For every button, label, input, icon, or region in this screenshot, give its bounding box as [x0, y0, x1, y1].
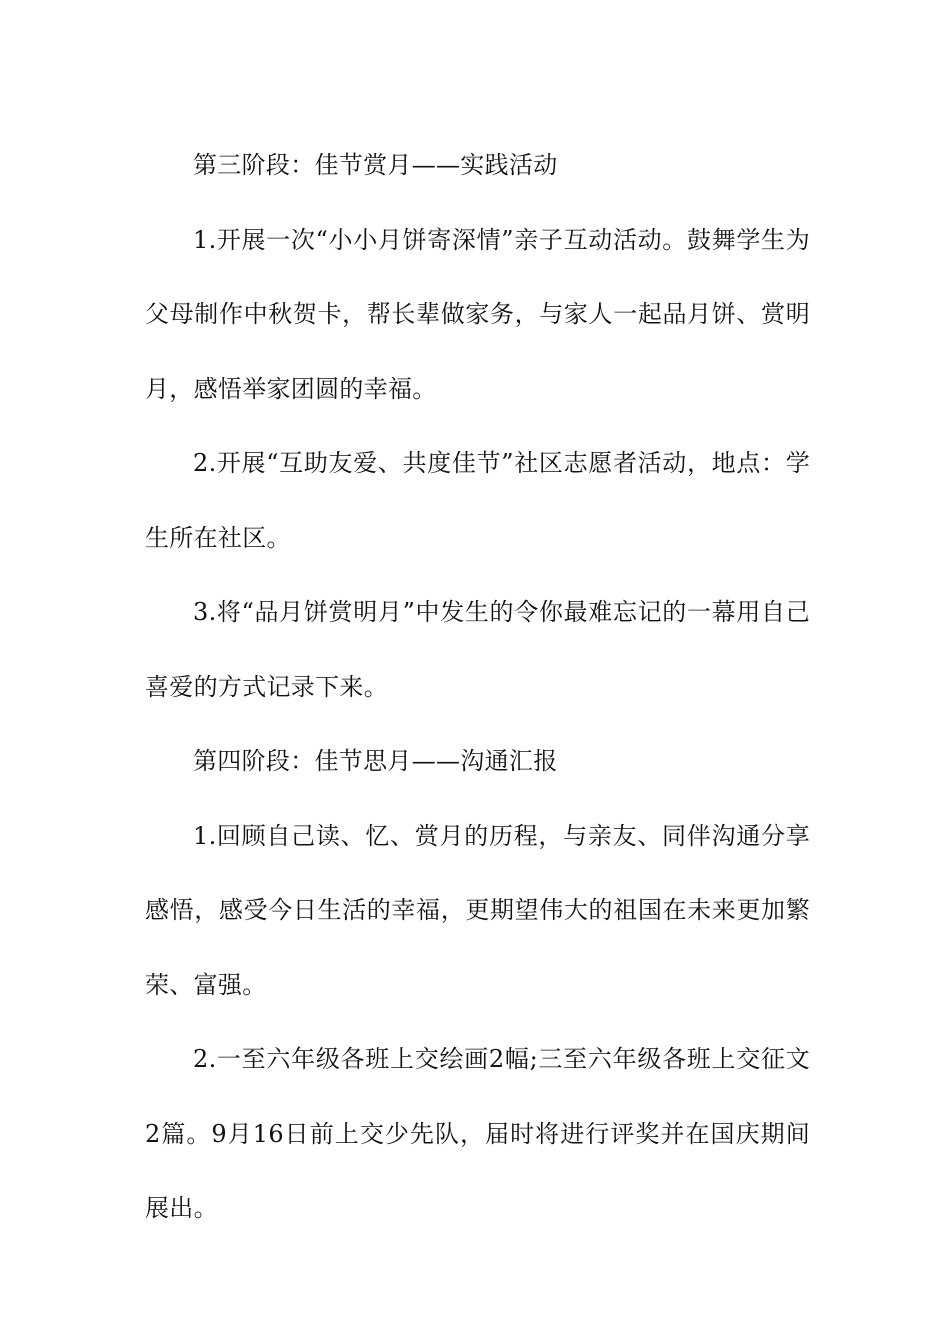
- stage-four-item-1: 1.回顾自己读、忆、赏月的历程，与亲友、同伴沟通分享感悟，感受今日生活的幸福，更期望伟大的祖国在未来更加繁荣、富强。: [145, 821, 810, 999]
- stage-three-item-2: 2.开展“互助友爱、共度佳节”社区志愿者活动，地点：学生所在社区。: [145, 449, 810, 552]
- stage-four-heading: 第四阶段：佳节思月——沟通汇报: [193, 747, 558, 775]
- stage-three-heading: 第三阶段：佳节赏月——实践活动: [193, 151, 558, 179]
- stage-three-item-1: 1.开展一次“小小月饼寄深情”亲子互动活动。鼓舞学生为父母制作中秋贺卡，帮长辈做家务，与家人一起品月饼、赏明月，感悟举家团圆的幸福。: [145, 225, 810, 403]
- stage-three-item-3: 3.将“品月饼赏明月”中发生的令你最难忘记的一幕用自己喜爱的方式记录下来。: [145, 598, 810, 701]
- document-body: [145, 128, 810, 1246]
- stage-four-item-2: 2.一至六年级各班上交绘画2幅;三至六年级各班上交征文2篇。9月16日前上交少先队，届时将进行评奖并在国庆期间展出。: [145, 1045, 810, 1222]
